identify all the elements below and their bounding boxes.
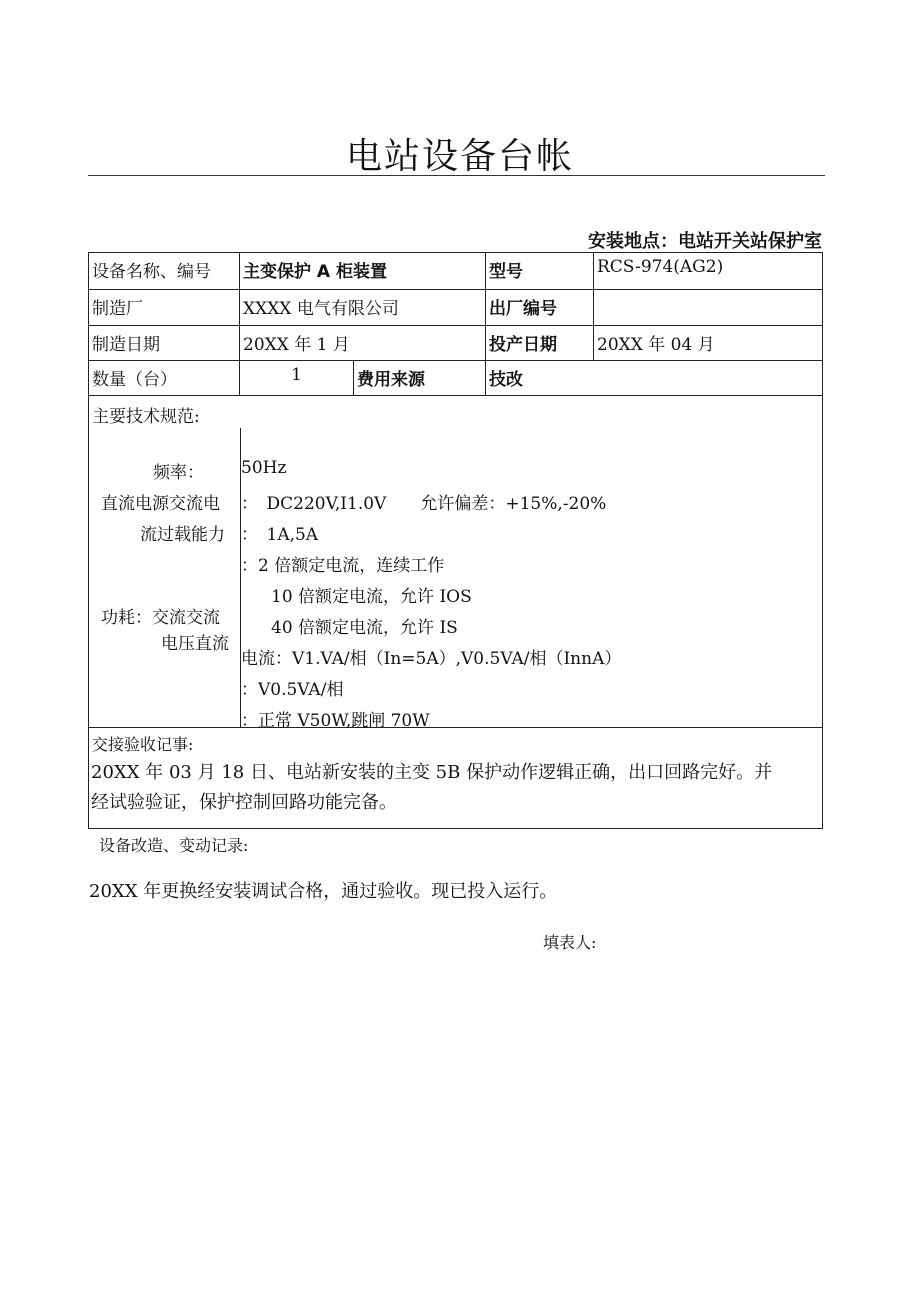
op-date-label: 投产日期 [486, 326, 594, 360]
dc-label: 直流电源交流电 [101, 494, 220, 514]
changes-heading: 设备改造、变动记录: [99, 836, 249, 855]
table-row [89, 326, 822, 361]
acceptance-line-1: 20XX 年 03 月 18 日、电站新安装的主变 5B 保护动作逻辑正确，出口回路完好。并 [91, 762, 773, 783]
fund-value: 技改 [489, 370, 523, 390]
overload-value-2: 10 倍额定电流，允许 IOS [271, 587, 472, 607]
name-label: 设备名称、编号 [89, 253, 240, 289]
table-row [89, 290, 822, 326]
freq-value: 50Hz [241, 458, 287, 478]
title-rule [88, 175, 825, 176]
qty-label: 数量（台） [89, 361, 240, 395]
qty-value: 1 [240, 361, 354, 395]
equipment-table [88, 252, 823, 829]
power-label-2: 电压直流 [161, 634, 229, 654]
power-current-value: 电流：V1.VA/相（In=5A）,V0.5VA/相（InnA） [241, 649, 622, 669]
dc-value: ： DC220V,I1.0V 允许偏差：+15%,-20% [241, 494, 607, 514]
maker-value: XXXX 电气有限公司 [240, 290, 486, 325]
op-date-value: 20XX 年 04 月 [597, 335, 715, 355]
maker-label: 制造厂 [89, 290, 240, 325]
serial-value [594, 290, 822, 325]
freq-label: 频率： [153, 463, 204, 483]
overload-value-1: ：2 倍额定电流，连续工作 [241, 556, 445, 576]
power-label-1: 功耗：交流交流 [101, 608, 220, 628]
specs-heading: 主要技术规范: [92, 407, 200, 427]
tech-specs-section [89, 396, 822, 731]
filler-label: 填表人: [543, 933, 597, 952]
power-voltage-value: ：V0.5VA/相 [241, 680, 344, 700]
changes-text: 20XX 年更换经安装调试合格，通过验收。现已投入运行。 [89, 881, 558, 902]
current-value: ： 1A,5A [241, 525, 319, 545]
page-title: 电站设备台帐 [345, 136, 574, 177]
fund-label: 费用来源 [354, 361, 486, 395]
install-location: 安装地点：电站开关站保护室 [588, 231, 822, 252]
table-row [89, 361, 822, 396]
mfg-date-label: 制造日期 [89, 326, 240, 360]
model-label: 型号 [486, 253, 594, 289]
overload-value-3: 40 倍额定电流，允许 IS [271, 618, 458, 638]
acceptance-section [89, 728, 822, 828]
overload-label: 流过载能力 [140, 525, 225, 545]
acceptance-line-2: 经试验验证，保护控制回路功能完备。 [91, 792, 397, 813]
acceptance-heading: 交接验收记事: [92, 735, 194, 754]
name-value: 主变保护 A 柜装置 [240, 253, 486, 289]
mfg-date-value: 20XX 年 1 月 [240, 326, 486, 360]
power-dc-value: ：正常 V50W,跳闸 70W [241, 711, 430, 731]
serial-label: 出厂编号 [486, 290, 594, 325]
model-value: RCS-974(AG2) [597, 257, 724, 277]
table-row [89, 253, 822, 290]
